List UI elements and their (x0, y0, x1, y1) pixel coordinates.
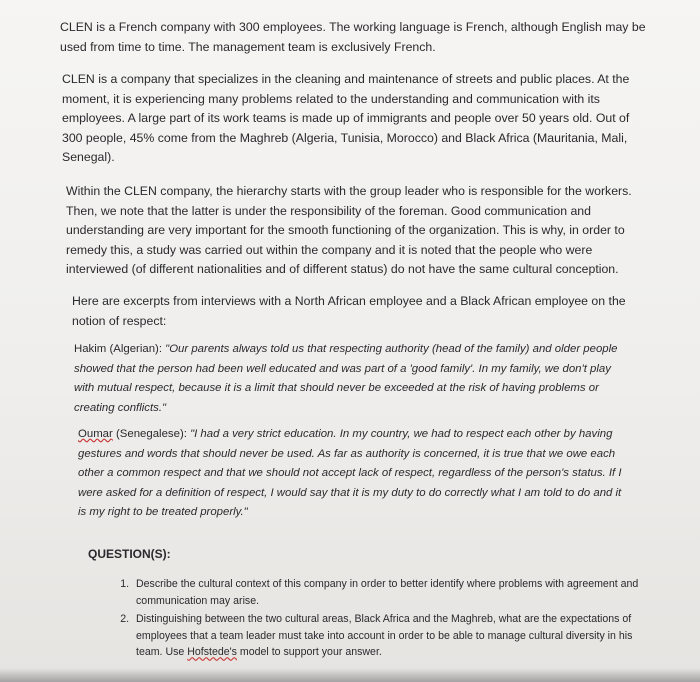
question-2-text-before: Distinguishing between the two cultural areas, Black Africa and the Maghreb, what are the expectations of employees that a team leader must take into account in order to be able to manage cultural diversity in his team. Use (136, 613, 633, 659)
question-item (132, 576, 642, 609)
question-2-text-after: model to support your answer. (236, 646, 382, 659)
company-description-paragraph: CLEN is a company that specializes in the cleaning and maintenance of streets and public places. At the moment, it is experiencing many problems related to the understanding and communication with its employees. A large part of its work teams is made up of immigrants and people over 50 years old. Out of 300 people, 45% come from the Maghreb (Algeria, Tunisia, Morocco) and Black Africa (Mauritania, Mali, Senegal). (62, 72, 630, 164)
hofstede-name: Hofstede's (187, 646, 237, 659)
hakim-speaker: Hakim (Algerian): (74, 343, 166, 355)
hakim-quote (74, 340, 626, 418)
question-item (132, 611, 642, 661)
questions-heading: QUESTION(S): (88, 547, 171, 561)
oumar-role: (Senegalese): (112, 428, 191, 440)
hierarchy-paragraph: Within the CLEN company, the hierarchy starts with the group leader who is responsible for the workers. Then, we note that the latter is under the responsibility of the foreman. Good communication and understanding are very important for the smooth functioning of the organization. This is why, in order to remedy this, a study was carried out within the company and it is noted that the people who were interviewed (of different nationalities and of different status) do not have the same cultural conception. (66, 184, 632, 276)
interview-intro-paragraph: Here are excerpts from interviews with a North African employee and a Black African employee on the notion of respect: (72, 294, 626, 328)
questions-list (110, 576, 642, 663)
oumar-quote-text: "I had a very strict education. In my country, we had to respect each other by having gestures and words that should never be used. As far as authority is concerned, it is true that we owe each other a common respect and that we should not accept lack of respect, regardless of the person's status. If I were asked for a definition of respect, I would say that it is my duty to do correctly what I am told to do and it is my right to be treated properly." (78, 428, 622, 519)
question-1-text: Describe the cultural context of this company in order to better identify where problems with agreement and communication may arise. (136, 578, 639, 607)
bottom-shadow (0, 668, 700, 682)
oumar-quote (78, 425, 626, 523)
hakim-quote-text: "Our parents always told us that respecting authority (head of the family) and older people showed that the person had been well educated and was part of a 'good family'. In my family, we don't play with mutual respect, because it is a limit that should never be exceeded at the risk of having problems or creating conflicts." (74, 343, 618, 414)
intro-paragraph: CLEN is a French company with 300 employees. The working language is French, although English may be used from time to time. The management team is exclusively French. (60, 20, 646, 54)
oumar-name: Oumar (78, 428, 113, 440)
